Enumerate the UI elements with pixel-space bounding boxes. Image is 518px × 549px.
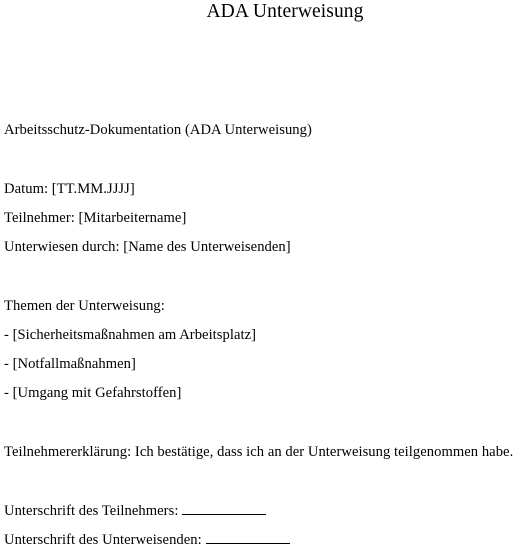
document-title: ADA Unterweisung xyxy=(206,1,364,22)
signature-instructor-label: Unterschrift des Unterweisenden: xyxy=(4,532,202,548)
signature-participant-label: Unterschrift des Teilnehmers: xyxy=(4,503,179,519)
signature-participant-row xyxy=(4,502,266,520)
intro-line: Arbeitsschutz-Dokumentation (ADA Unterweisung) xyxy=(4,122,312,138)
topic-item: - [Notfallmaßnahmen] xyxy=(4,356,136,372)
instructor-line: Unterwiesen durch: [Name des Unterweisenden] xyxy=(4,239,291,255)
topic-item: - [Umgang mit Gefahrstoffen] xyxy=(4,385,182,401)
signature-instructor-row xyxy=(4,531,290,549)
topic-item: - [Sicherheitsmaßnahmen am Arbeitsplatz] xyxy=(4,327,257,343)
signature-participant-blank xyxy=(182,502,266,515)
date-line: Datum: [TT.MM.JJJJ] xyxy=(4,181,135,197)
declaration-line: Teilnehmererklärung: Ich bestätige, dass ich an der Unterweisung teilgenommen habe. xyxy=(4,444,514,460)
participant-line: Teilnehmer: [Mitarbeitername] xyxy=(4,210,187,226)
signature-instructor-blank xyxy=(206,531,290,544)
topics-heading: Themen der Unterweisung: xyxy=(4,298,165,314)
